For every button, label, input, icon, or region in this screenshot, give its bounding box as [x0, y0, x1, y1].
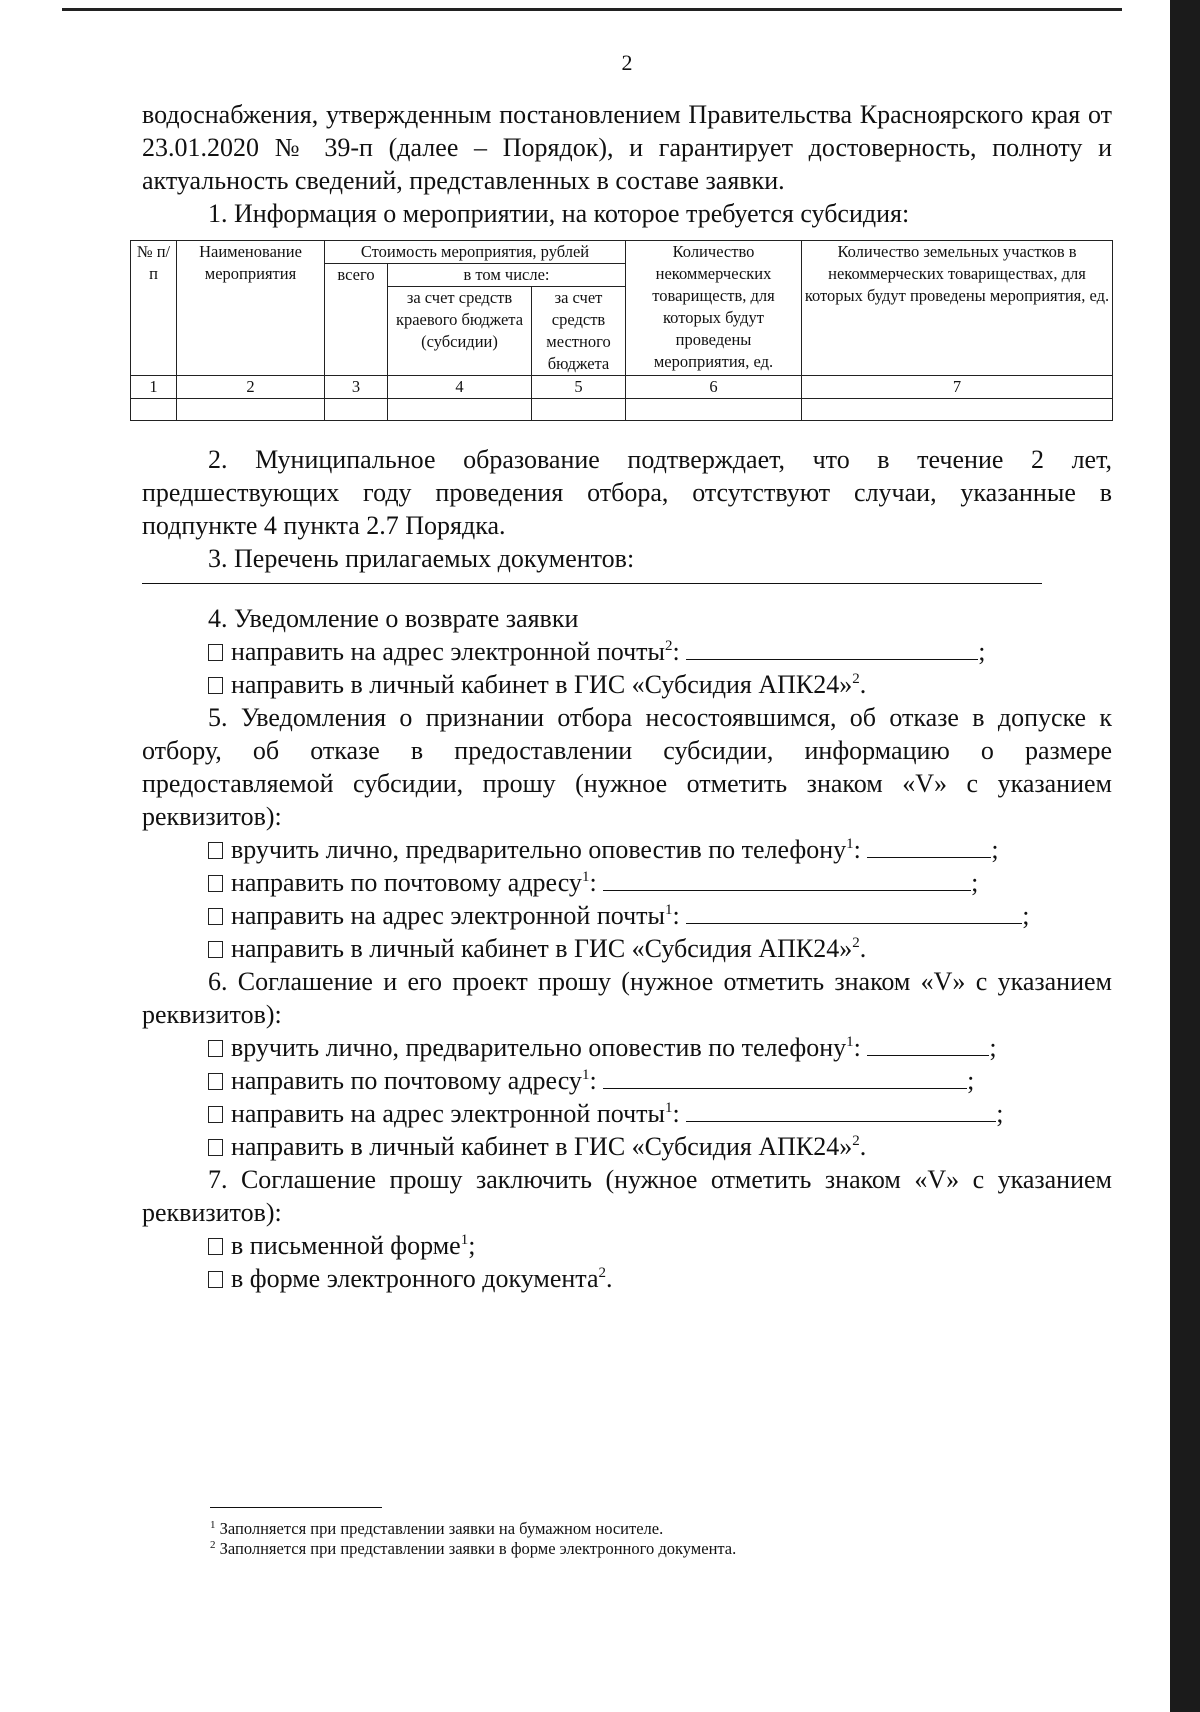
- phone-field[interactable]: [867, 836, 991, 858]
- header-event-name: Наименование мероприятия: [177, 241, 325, 376]
- table-row: [131, 399, 1113, 421]
- s4-cabinet-option: направить в личный кабинет в ГИС «Субсидия АПК24»$^2$.: [142, 668, 1112, 701]
- header-number: № п/п: [131, 241, 177, 376]
- column-number: 2: [177, 376, 325, 399]
- header-local-budget: за счет средств местного бюджета: [532, 287, 626, 376]
- email-field[interactable]: [686, 902, 1022, 924]
- checkbox[interactable]: [208, 1040, 223, 1057]
- footnote-2: $^2$ Заполняется при представлении заявки в форме электронного документа.: [210, 1539, 737, 1558]
- section-2-paragraph: 2. Муниципальное образование подтверждает, что в течение 2 лет, предшествующих году проведения отбора, отсутствуют случаи, указанные в подпункте 4 пункта 2.7 Порядка.: [142, 445, 1112, 540]
- s5-phone-option: вручить лично, предварительно оповестив по телефону$^1$: ;: [142, 833, 1112, 866]
- s6-phone-option: вручить лично, предварительно оповестив по телефону$^1$: ;: [142, 1031, 1112, 1064]
- column-number: 1: [131, 376, 177, 399]
- checkbox[interactable]: [208, 1238, 223, 1255]
- column-number: 4: [388, 376, 532, 399]
- checkbox[interactable]: [208, 875, 223, 892]
- section-6-paragraph: 6. Соглашение и его проект прошу (нужное отметить знаком «V» с указанием реквизитов):: [142, 967, 1112, 1029]
- document-page: [136, 50, 1112, 1295]
- column-number: 7: [802, 376, 1113, 399]
- column-number-row: [131, 376, 1113, 399]
- s6-email-option: направить на адрес электронной почты$^1$: ;: [142, 1097, 1112, 1130]
- header-cost: Стоимость мероприятия, рублей: [325, 241, 626, 264]
- section-5-paragraph: 5. Уведомления о признании отбора несостоявшимся, об отказе в допуске к отбору, об отказе в предоставлении субсидии, информацию о размере предоставляемой субсидии, прошу (нужное отметить знаком «V» с указанием реквизитов):: [142, 703, 1112, 831]
- column-number: 6: [626, 376, 802, 399]
- checkbox[interactable]: [208, 1106, 223, 1123]
- table-cell[interactable]: [532, 399, 626, 421]
- documents-list-line[interactable]: [142, 583, 1042, 584]
- column-number: 3: [325, 376, 388, 399]
- header-regional-budget: за счет средств краевого бюджета (субсидии): [388, 287, 532, 376]
- scan-dark-edge: [1170, 0, 1200, 1712]
- scan-border-line: [62, 8, 1122, 11]
- checkbox[interactable]: [208, 677, 223, 694]
- postal-address-field[interactable]: [603, 1067, 967, 1089]
- table-cell[interactable]: [388, 399, 532, 421]
- section-1-heading: 1. Информация о мероприятии, на которое требуется субсидия:: [208, 199, 910, 228]
- header-partnerships-count: Количество некоммерческих товариществ, для которых будут проведены мероприятия, ед.: [626, 241, 802, 376]
- event-info-table: [130, 240, 1113, 421]
- checkbox[interactable]: [208, 1073, 223, 1090]
- header-total: всего: [325, 264, 388, 376]
- s6-post-option: направить по почтовому адресу$^1$: ;: [142, 1064, 1112, 1097]
- footnote-1: $^1$ Заполняется при представлении заявки на бумажном носителе.: [210, 1519, 664, 1538]
- header-including: в том числе:: [388, 264, 626, 287]
- section-3-heading: 3. Перечень прилагаемых документов:: [208, 544, 635, 573]
- checkbox[interactable]: [208, 941, 223, 958]
- footnote-separator: [210, 1507, 382, 1508]
- table-cell[interactable]: [131, 399, 177, 421]
- s5-cabinet-option: направить в личный кабинет в ГИС «Субсидия АПК24»$^2$.: [142, 932, 1112, 965]
- page-number: 2: [621, 50, 633, 75]
- table-cell[interactable]: [325, 399, 388, 421]
- table-cell[interactable]: [626, 399, 802, 421]
- column-number: 5: [532, 376, 626, 399]
- s4-email-option: направить на адрес электронной почты$^2$: ;: [142, 635, 1112, 668]
- email-field[interactable]: [686, 638, 978, 660]
- s7-electronic-option: в форме электронного документа$^2$.: [142, 1262, 1112, 1295]
- footnotes: [210, 1519, 736, 1559]
- header-plots-count: Количество земельных участков в некоммерческих товариществах, для которых будут проведены мероприятия, ед.: [802, 241, 1113, 376]
- s7-paper-option: в письменной форме$^1$;: [142, 1229, 1112, 1262]
- checkbox[interactable]: [208, 842, 223, 859]
- table-cell[interactable]: [802, 399, 1113, 421]
- email-field[interactable]: [686, 1100, 996, 1122]
- s5-post-option: направить по почтовому адресу$^1$: ;: [142, 866, 1112, 899]
- section-7-paragraph: 7. Соглашение прошу заключить (нужное отметить знаком «V» с указанием реквизитов):: [142, 1165, 1112, 1227]
- s6-cabinet-option: направить в личный кабинет в ГИС «Субсидия АПК24»$^2$.: [142, 1130, 1112, 1163]
- checkbox[interactable]: [208, 908, 223, 925]
- s5-email-option: направить на адрес электронной почты$^1$: ;: [142, 899, 1112, 932]
- phone-field[interactable]: [867, 1034, 989, 1056]
- table-cell[interactable]: [177, 399, 325, 421]
- checkbox[interactable]: [208, 1139, 223, 1156]
- section-4-heading: 4. Уведомление о возврате заявки: [208, 604, 579, 633]
- checkbox[interactable]: [208, 644, 223, 661]
- checkbox[interactable]: [208, 1271, 223, 1288]
- intro-paragraph: водоснабжения, утвержденным постановлением Правительства Красноярского края от 23.01.2020 № 39-п (далее – Порядок), и гарантирует достоверность, полноту и актуальность сведений, представленных в составе заявки.: [142, 100, 1112, 195]
- postal-address-field[interactable]: [603, 869, 971, 891]
